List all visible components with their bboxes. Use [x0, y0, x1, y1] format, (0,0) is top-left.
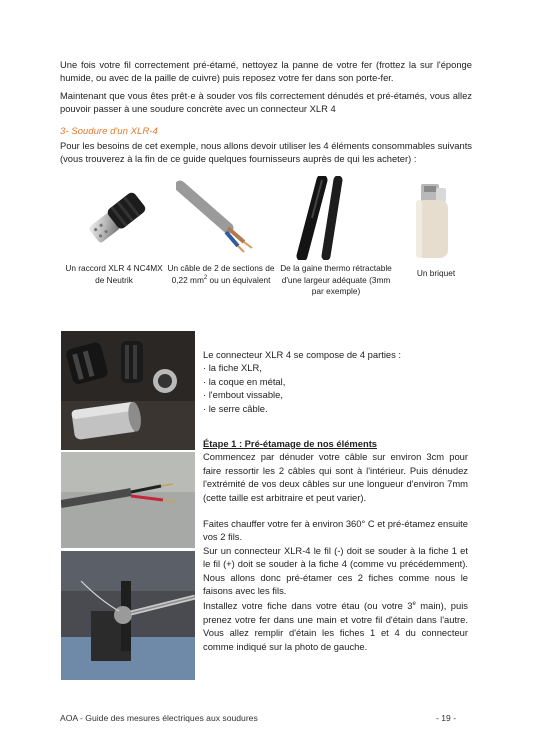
step1-paragraph-3: Sur un connecteur XLR-4 le fil (-) doit se souder à la fiche 1 et le fil (+) doit se souder à la fiche 4 (comme vu précédemment). Nous allons donc pré-étamer ces 2 fiches comme nous le faisons avec les fils. [203, 544, 468, 597]
step1-block [203, 437, 468, 653]
item-caption-cable: Un câble de 2 de sections de 0,22 $mm^2$ ou un équivalent [167, 263, 275, 285]
superscript: e [412, 601, 416, 608]
intro-paragraph-2: Maintenant que vous êtes prêt·e à souder vos fils correctement dénudés et pré-étamés, vous allez pouvoir passer à une soudure concrète avec un connecteur XLR 4 [60, 89, 472, 115]
parts-item: · l'embout vissable, [203, 389, 283, 401]
step1-paragraph-2: Faites chauffer votre fer à environ 360° C et pré-étamez ensuite vos 2 fils. [203, 518, 468, 543]
cable-photo [176, 176, 258, 260]
step1-paragraph-1: Commencez par dénuder votre câble sur environ 3cm pour faire ressortir les 2 câbles qui sont à l'intérieur. Puis dénudez l'extrémité de vos deux câbles sur une longueur d'environ 7mm (cette taille est arbitraire et peut varier). [203, 451, 468, 503]
step1-paragraph-4: Installez votre fiche dans votre étau (ou votre 3e main), puis prenez votre fer dans une main et votre fil d'étain dans l'autre. Vous allez remplir d'étain les fiches 1 et 4 du connecteur comme indiqué sur la photo de gauche. [203, 600, 468, 652]
page-number: - 19 - [436, 713, 457, 723]
heat-shrink-tubing-photo [292, 176, 372, 260]
soldering-vise-photo [61, 551, 195, 680]
parts-block [203, 348, 468, 415]
stripped-cable-photo [61, 452, 195, 548]
xlr-parts-photo [61, 331, 195, 450]
parts-item: · la coque en métal, [203, 375, 286, 387]
item-caption-lighter: Un briquet [416, 268, 456, 278]
item-caption-heat-shrink: De la gaine thermo rétractable d'une largeur adéquate (3mm par exemple) [280, 263, 392, 297]
footer-title: AOA - Guide des mesures électriques aux soudures [60, 713, 258, 723]
intro-block [60, 58, 472, 120]
section-heading: 3- Soudure d'un XLR-4 [60, 126, 158, 137]
step1-title: Étape 1 : Pré-étamage de nos éléments [203, 438, 378, 449]
parts-intro: Le connecteur XLR 4 se compose de 4 parties : [203, 349, 402, 360]
lighter-photo [404, 182, 464, 262]
parts-item: · la fiche XLR, [203, 362, 262, 374]
superscript: 2 [203, 274, 208, 281]
section-intro: Pour les besoins de cet exemple, nous allons devoir utiliser les 4 éléments consommables suivants (vous trouverez à la fin de ce guide quelques fournisseurs auprès de qui les acheter) : [60, 140, 472, 165]
parts-item: · le serre câble. [203, 402, 268, 414]
intro-paragraph-1: Une fois votre fil correctement pré-étamé, nettoyez la panne de votre fer (frottez la sur l'éponge humide, ou avec de la paille de cuivre) puis reposez votre fer dans son porte-fer. [60, 59, 472, 84]
xlr-connector-photo [78, 176, 156, 260]
item-caption-xlr: Un raccord XLR 4 NC4MX de Neutrik [65, 263, 163, 285]
